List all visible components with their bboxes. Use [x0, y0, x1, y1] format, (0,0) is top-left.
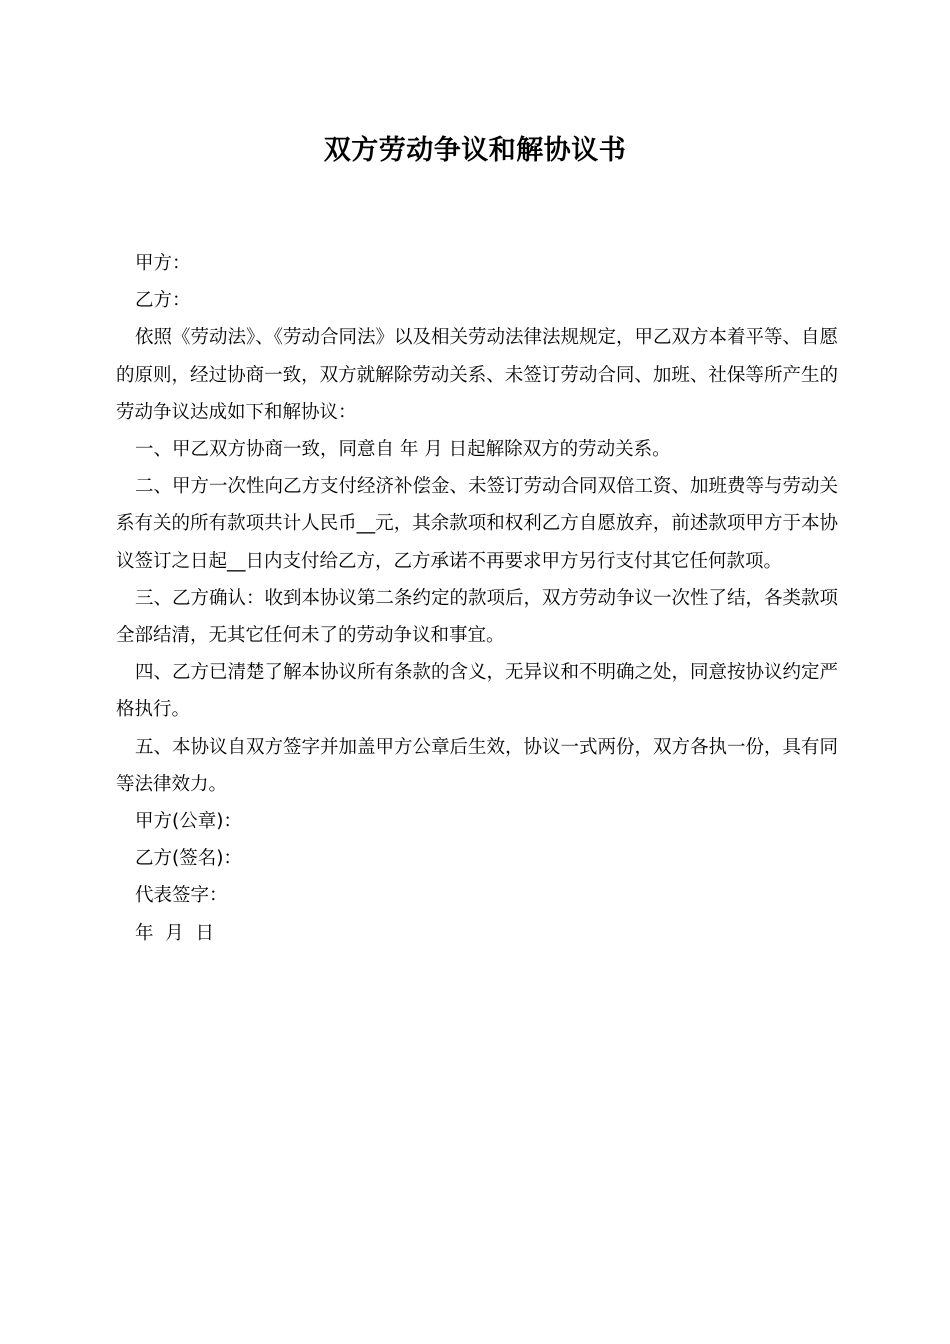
document-body	[116, 245, 838, 952]
party-a-line: 甲方：	[135, 253, 191, 274]
intro-paragraph: 依照《劳动法》、《劳动合同法》以及相关劳动法律法规规定，甲乙双方本着平等、自愿的原则，经过协商一致，双方就解除劳动关系、未签订劳动合同、加班、社保等所产生的劳动争议达成如下和解协议：	[116, 327, 839, 423]
clause-3: 三、乙方确认：收到本协议第二条约定的款项后，双方劳动争议一次性了结，各类款项全部结清，无其它任何未了的劳动争议和事宜。	[116, 587, 839, 647]
representative-sign-line: 代表签字：	[135, 885, 228, 907]
clause-5: 五、本协议自双方签字并加盖甲方公章后生效，协议一式两份，双方各执一份，具有同等法律效力。	[116, 736, 839, 795]
party-a-seal-line: 甲方(公章)：	[135, 811, 242, 833]
clause-2: 二、甲方一次性向乙方支付经济补偿金、未签订劳动合同双倍工资、加班费等与劳动关系有关的所有款项共计人民币__元，其余款项和权利乙方自愿放弃，前述款项甲方于本协议签订之日起__日内支付给乙方，乙方承诺不再要求甲方另行支付其它任何款项。	[116, 476, 839, 572]
clause-1: 一、甲乙双方协商一致，同意自 年 月 日起解除双方的劳动关系。	[135, 439, 671, 461]
document-title: 双方劳动争议和解协议书	[323, 135, 627, 166]
clause-4: 四、乙方已清楚了解本协议所有条款的含义，无异议和不明确之处，同意按协议约定严格执行。	[116, 662, 839, 721]
party-b-sign-line: 乙方(签名)：	[135, 848, 242, 870]
date-line: 年 月 日	[135, 922, 215, 944]
party-b-line: 乙方：	[135, 290, 191, 312]
